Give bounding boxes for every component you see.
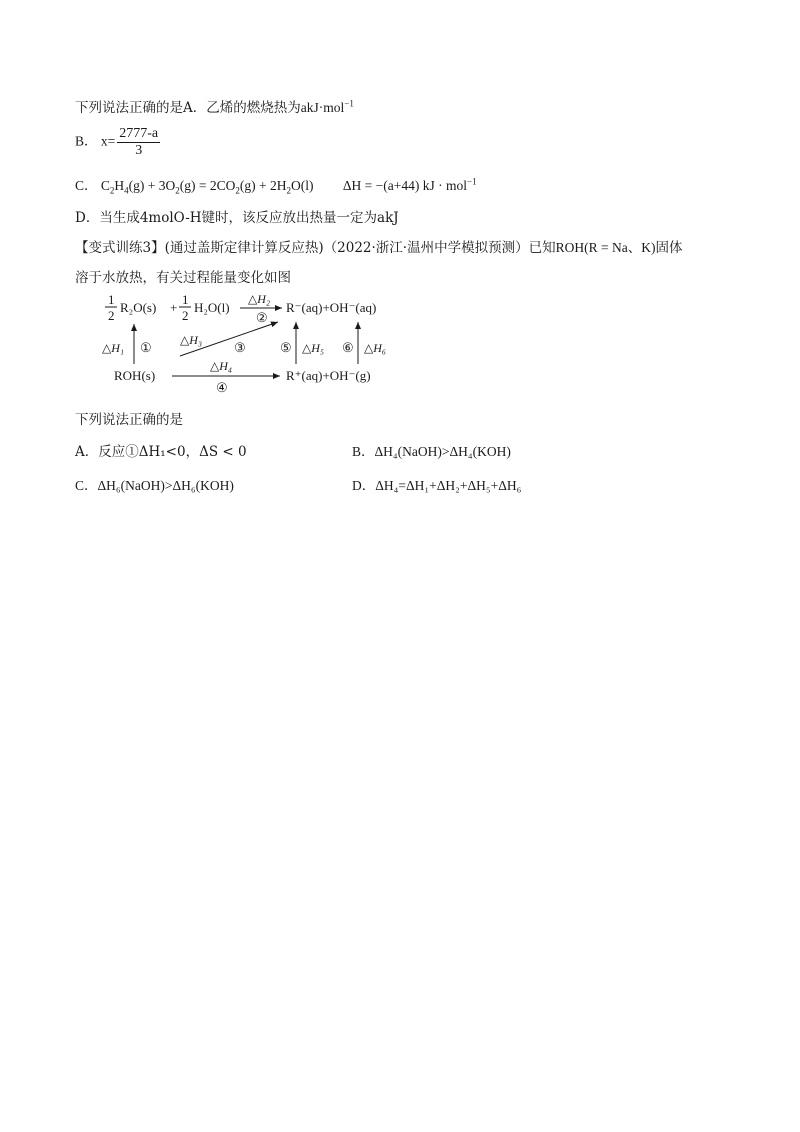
circle-2: ② bbox=[256, 310, 268, 325]
option-d-1: D．当生成4molO-H键时，该反应放出热量一定为akJ bbox=[75, 210, 399, 226]
option-c-1 bbox=[75, 174, 477, 196]
question-2-option-b: B．ΔH₄(NaOH)>ΔH₄(KOH) bbox=[352, 444, 511, 459]
variant-line2: 溶于水放热，有关过程能量变化如图 bbox=[75, 270, 291, 286]
half-den-2: 2 bbox=[182, 308, 189, 323]
option-c-dh: ΔH = −(a+44) kJ · mol bbox=[342, 178, 467, 193]
energy-cycle-diagram bbox=[100, 292, 400, 400]
dh2-label: △H₂ bbox=[248, 292, 271, 306]
question-2-option-c: C．ΔH₆(NaOH)>ΔH₆(KOH) bbox=[75, 478, 234, 493]
option-b-lhs: x= bbox=[100, 133, 116, 149]
dh5-label: △H₅ bbox=[302, 341, 325, 355]
half-num-2: 1 bbox=[182, 292, 189, 307]
option-b-letter: B． bbox=[75, 133, 98, 149]
dh3-label: △H₃ bbox=[180, 333, 203, 347]
half-num: 1 bbox=[108, 292, 115, 307]
question-2-stem: 下列说法正确的是 bbox=[75, 412, 183, 428]
circle-1: ① bbox=[140, 340, 152, 355]
question-2-option-a: A．反应①ΔH₁<0，ΔS < 0 bbox=[75, 444, 247, 460]
option-c-equation: $C_2H_4(g) + 3O_2(g) = 2CO_2(g) + 2H_2O(l)$ bbox=[100, 178, 314, 196]
question-2-option-d: D．ΔH₄=ΔH₁+ΔH₂+ΔH₅+ΔH₆ bbox=[352, 478, 522, 493]
bottom-right-label: R⁺(aq)+OH⁻(g) bbox=[286, 368, 371, 383]
circle-3: ③ bbox=[234, 340, 246, 355]
h2o-label: H₂O(l) bbox=[194, 300, 230, 315]
variant-source: （2022·浙江·温州中学模拟预测）已知 bbox=[323, 240, 556, 256]
intro-unit: akJ·mol bbox=[300, 100, 345, 115]
option-c-letter: C． bbox=[75, 178, 98, 193]
fraction-denominator: 3 bbox=[135, 143, 143, 158]
circle-5: ⑤ bbox=[280, 340, 292, 355]
variant-tail: 固体 bbox=[655, 240, 683, 256]
circle-4: ④ bbox=[216, 380, 228, 395]
intro-unit-exp: −1 bbox=[344, 98, 354, 109]
r2o-label: R₂O(s) bbox=[120, 300, 157, 315]
variant-header bbox=[75, 236, 682, 256]
variant-formula: ROH(R = Na、K) bbox=[555, 240, 656, 255]
bottom-left-label: ROH(s) bbox=[114, 368, 156, 383]
plus-sign: + bbox=[170, 300, 178, 315]
top-right-label: R⁻(aq)+OH⁻(aq) bbox=[286, 300, 377, 315]
option-c-dh-exp: −1 bbox=[467, 176, 477, 187]
fraction-numerator: 2777-a bbox=[119, 126, 159, 141]
variant-topic: (通过盖斯定律计算反应热) bbox=[164, 240, 324, 256]
intro-text: 下列说法正确的是A．乙烯的燃烧热为 bbox=[75, 100, 301, 116]
question-intro bbox=[75, 96, 354, 116]
half-den: 2 bbox=[108, 308, 115, 323]
fraction bbox=[117, 126, 160, 159]
dh4-label: △H₄ bbox=[210, 359, 233, 373]
dh6-label: △H₆ bbox=[364, 341, 387, 355]
variant-bracket: 【变式训练3】 bbox=[75, 240, 165, 256]
dh1-label: △H₁ bbox=[102, 341, 125, 355]
option-b-1 bbox=[75, 126, 162, 159]
circle-6: ⑥ bbox=[342, 340, 354, 355]
